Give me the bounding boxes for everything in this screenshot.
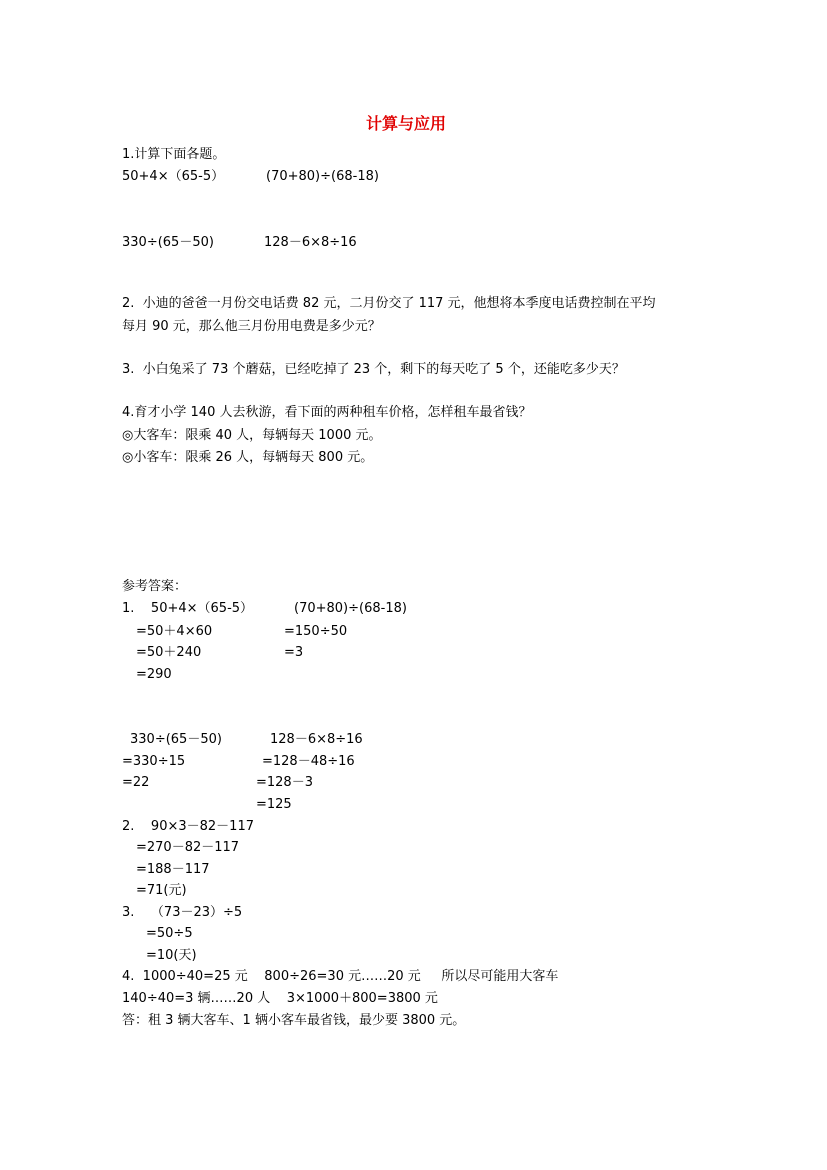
a1-line-7a: =22 — [122, 775, 150, 790]
a1-line-1a: 1. 50+4×（65-5） — [122, 601, 254, 616]
a1-line-1b: (70+80)÷(68-18) — [294, 601, 407, 616]
a2-line-2: =270－82－117 — [136, 840, 240, 855]
a1-line-3b: =3 — [284, 645, 304, 660]
a1-line-8b: =125 — [256, 797, 292, 812]
q1-heading: 1.计算下面各题。 — [122, 147, 226, 162]
a3-line-1: 3. （73－23）÷5 — [122, 905, 243, 920]
q1-expr-4: 128－6×8÷16 — [264, 235, 357, 250]
a2-line-1: 2. 90×3－82－117 — [122, 819, 254, 834]
a3-line-2: =50÷5 — [146, 926, 193, 941]
a1-line-5a: 330÷(65－50) — [130, 732, 222, 747]
q1-expr-3: 330÷(65－50) — [122, 235, 214, 250]
a2-line-4: =71(元) — [136, 883, 187, 898]
q4-line-3: ◎小客车：限乘 26 人，每辆每天 800 元。 — [122, 450, 374, 465]
q4-line-2: ◎大客车：限乘 40 人，每辆每天 1000 元。 — [122, 428, 382, 443]
page-title: 计算与应用 — [366, 114, 447, 133]
a3-line-3: =10(天) — [146, 948, 197, 963]
a1-line-2b: =150÷50 — [284, 624, 348, 639]
a1-line-4a: =290 — [136, 667, 172, 682]
q2-line-2: 每月 90 元，那么他三月份用电费是多少元？ — [122, 319, 381, 334]
a4-line-2: 140÷40=3 辆……20 人 3×1000＋800=3800 元 — [122, 991, 438, 1006]
a1-line-7b: =128－3 — [256, 775, 313, 790]
a1-line-6a: =330÷15 — [122, 754, 186, 769]
answers-heading: 参考答案： — [122, 579, 188, 594]
a4-line-3: 答：租 3 辆大客车、1 辆小客车最省钱，最少要 3800 元。 — [122, 1013, 466, 1028]
a4-line-1: 4. 1000÷40=25 元 800÷26=30 元……20 元 所以尽可能用大客车 — [122, 969, 559, 984]
a1-line-6b: =128－48÷16 — [262, 754, 355, 769]
a2-line-3: =188－117 — [136, 862, 210, 877]
q3-text: 3. 小白兔采了 73 个蘑菇，已经吃掉了 23 个，剩下的每天吃了 5 个，还能吃多少天？ — [122, 362, 625, 377]
a1-line-3a: =50＋240 — [136, 645, 202, 660]
q1-expr-2: (70+80)÷(68-18) — [266, 169, 379, 184]
q4-line-1: 4.育才小学 140 人去秋游，看下面的两种租车价格，怎样租车最省钱？ — [122, 405, 532, 420]
q1-expr-1: 50+4×（65-5） — [122, 169, 225, 184]
a1-line-2a: =50＋4×60 — [136, 624, 213, 639]
q2-line-1: 2. 小迪的爸爸一月份交电话费 82 元，二月份交了 117 元，他想将本季度电话费控制在平均 — [122, 296, 656, 311]
a1-line-5b: 128－6×8÷16 — [270, 732, 363, 747]
